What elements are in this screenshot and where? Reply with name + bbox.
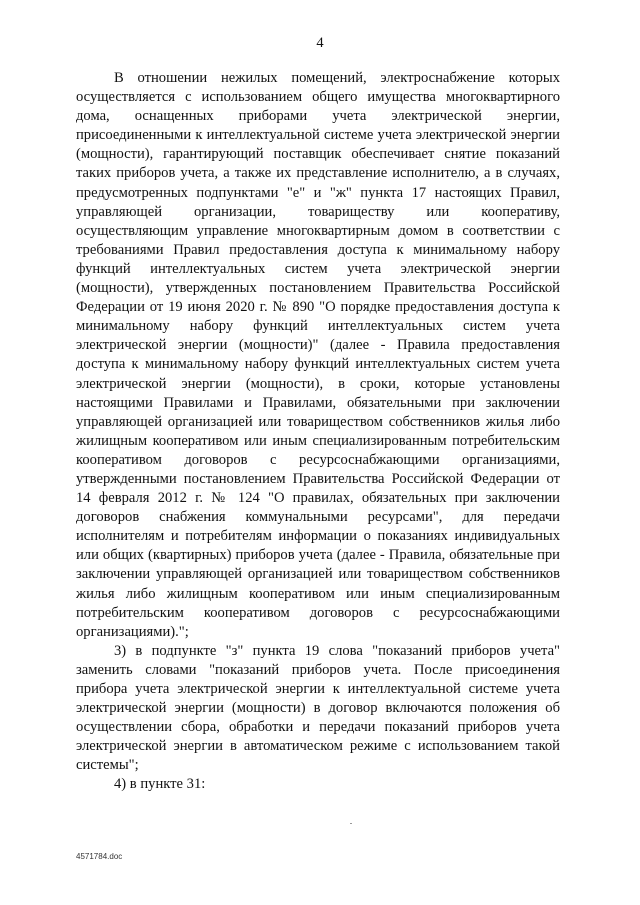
page-number: 4 [316, 35, 324, 51]
paragraph-item-3: 3) в подпункте "з" пункта 19 слова "показаний приборов учета" заменить словами "показаний приборов учета. После присоединения прибора учета электрической энергии к интеллектуальной системе учета электрической энергии (мощности) в договор включаются положения об осуществлении сбора, обработки и передачи показаний приборов учета электрической энергии в автоматическом режиме с использованием такой системы"; [76, 642, 560, 774]
paragraph-item-4: 4) в пункте 31: [114, 776, 206, 793]
footer-doc-code: 4571784.doc [76, 852, 123, 861]
paragraph-nonresidential-premises: В отношении нежилых помещений, электроснабжение которых осуществляется с использованием общего имущества многоквартирного дома, оснащенных приборами учета электрической энергии, присоединенными к интеллектуальной системе учета электрической энергии (мощности), гарантирующий поставщик обеспечивает снятие показаний таких приборов учета, а также их представление исполнителю, а в случаях, предусмотренных подпунктами "е" и "ж" пункта 17 настоящих Правил, управляющей организации, товариществу или кооперативу, осуществляющим управление многоквартирным домом в соответствии с требованиями Правил предоставления доступа к минимальному набору функций интеллектуальных систем учета электрической энергии (мощности), утвержденных постановлением Правительства Российской Федерации от 19 июня 2020 г. № 890 "О порядке предоставления доступа к минимальному набору функций интеллектуальных систем учета электрической энергии (мощности)" (далее - Правила предоставления доступа к минимальному набору функций интеллектуальных систем учета электрической энергии (мощности), в сроки, которые установлены настоящими Правилами и Правилами, обязательными при заключении управляющей организацией или товариществом собственников жилья либо жилищным кооперативом или иным специализированным потребительским кооперативом договоров с ресурсоснабжающими организациями, утвержденными постановлением Правительства Российской Федерации от 14 февраля 2012 г. № 124 "О правилах, обязательных при заключении договоров снабжения коммунальными ресурсами", для передачи исполнителям и потребителям информации о показаниях индивидуальных или общих (квартирных) приборов учета (далее - Правила, обязательные при заключении управляющей организацией или товариществом собственников жилья либо жилищным кооперативом или иным специализированным потребительским кооперативом договоров с ресурсоснабжающими организациями)."; [76, 70, 560, 640]
document-body [76, 69, 560, 795]
scan-speck [350, 823, 352, 824]
